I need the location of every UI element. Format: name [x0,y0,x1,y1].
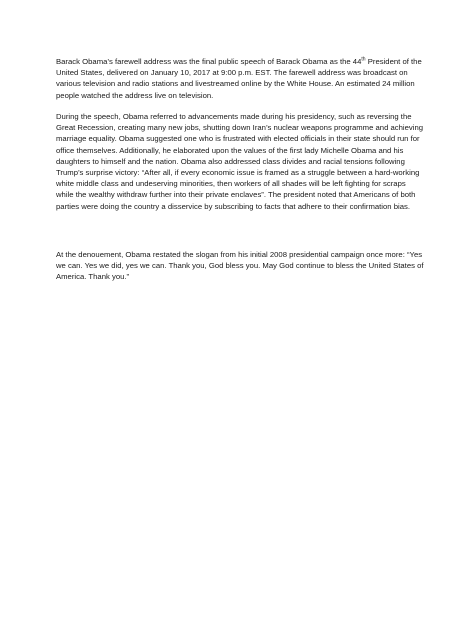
paragraph-farewell-address-intro [56,56,424,101]
paragraph-closing-slogan: At the denouement, Obama restated the slogan from his initial 2008 presidential campaign once more: “Yes we can. Yes we did, yes we can. Thank you, God bless you. May God continue to bless the United States of America. Thank you.” [56,250,424,282]
paragraph-speech-content: During the speech, Obama referred to advancements made during his presidency, such as reversing the Great Recession, creating many new jobs, shutting down Iran’s nuclear weapons programme and achieving marriage equality. Obama suggested one who is frustrated with elected officials in their state should run for office themselves. Additionally, he elaborated upon the values of the first lady Michelle Obama and his daughters to himself and the nation. Obama also addressed class divides and racial tensions following Trump’s surprise victory: “After all, if every economic issue is framed as a struggle between a hard-working white middle class and undeserving minorities, then workers of all shades will be left fighting for scraps while the wealthy withdraw further into their private enclaves”. The president noted that Americans of both parties were doing the country a disservice by subscribing to facts that adhere to their confirmation bias. [56,112,424,211]
paragraph-text-after-superscript: President of the United States, delivered on January 10, 2017 at 9:00 p.m. EST. The farewell address was broadcast on various television and radio stations and livestreamed online by the White House. An estimated 24 million people watched the address live on television. [56,57,422,100]
ordinal-superscript: th [361,56,366,63]
paragraph-text-before-superscript: Barack Obama’s farewell address was the final public speech of Barack Obama as the 44 [56,57,362,66]
